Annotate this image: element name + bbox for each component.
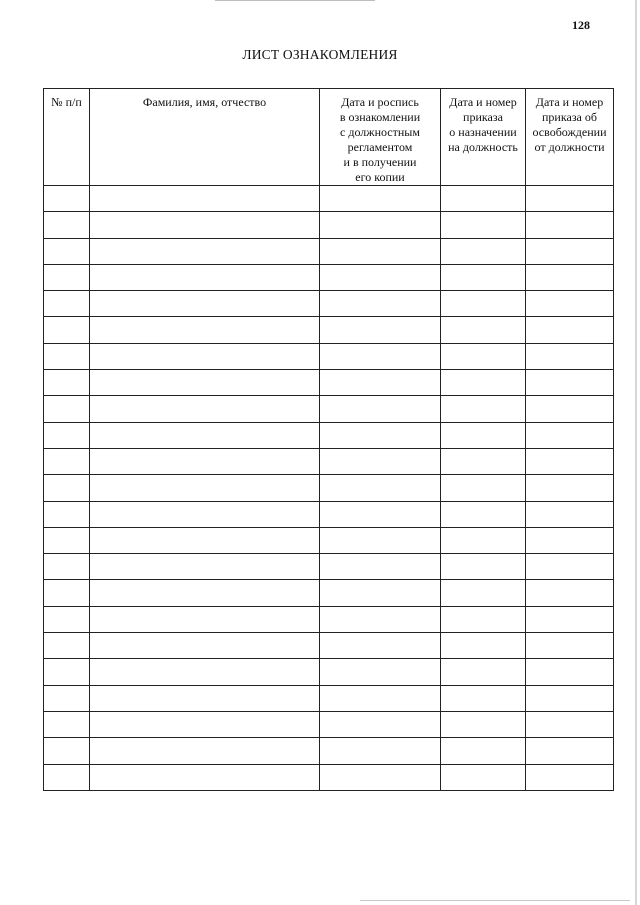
table-row bbox=[44, 396, 614, 422]
cell-full-name[interactable] bbox=[90, 711, 320, 737]
cell-full-name[interactable] bbox=[90, 685, 320, 711]
cell-appointment-order[interactable] bbox=[441, 370, 526, 396]
cell-dismissal-order[interactable] bbox=[526, 501, 614, 527]
cell-dismissal-order[interactable] bbox=[526, 291, 614, 317]
cell-number[interactable] bbox=[44, 711, 90, 737]
cell-signature[interactable] bbox=[320, 764, 441, 790]
cell-dismissal-order[interactable] bbox=[526, 186, 614, 212]
cell-number[interactable] bbox=[44, 212, 90, 238]
cell-number[interactable] bbox=[44, 554, 90, 580]
scan-artifact-edge bbox=[635, 0, 637, 905]
table-row bbox=[44, 317, 614, 343]
cell-appointment-order[interactable] bbox=[441, 738, 526, 764]
table-row bbox=[44, 343, 614, 369]
cell-signature[interactable] bbox=[320, 422, 441, 448]
cell-appointment-order[interactable] bbox=[441, 396, 526, 422]
table-row bbox=[44, 685, 614, 711]
cell-dismissal-order[interactable] bbox=[526, 264, 614, 290]
cell-dismissal-order[interactable] bbox=[526, 527, 614, 553]
cell-appointment-order[interactable] bbox=[441, 291, 526, 317]
cell-appointment-order[interactable] bbox=[441, 633, 526, 659]
cell-number[interactable] bbox=[44, 764, 90, 790]
table-body bbox=[44, 186, 614, 791]
cell-appointment-order[interactable] bbox=[441, 764, 526, 790]
table-row bbox=[44, 212, 614, 238]
cell-full-name[interactable] bbox=[90, 554, 320, 580]
table-row bbox=[44, 238, 614, 264]
table-row bbox=[44, 264, 614, 290]
cell-signature[interactable] bbox=[320, 212, 441, 238]
cell-number[interactable] bbox=[44, 317, 90, 343]
cell-number[interactable] bbox=[44, 475, 90, 501]
cell-full-name[interactable] bbox=[90, 317, 320, 343]
cell-full-name[interactable] bbox=[90, 212, 320, 238]
cell-dismissal-order[interactable] bbox=[526, 422, 614, 448]
cell-full-name[interactable] bbox=[90, 396, 320, 422]
cell-number[interactable] bbox=[44, 738, 90, 764]
column-header-dismissal-order: Дата и номер приказа об освобождении от должности bbox=[526, 89, 614, 186]
scan-artifact-bottom bbox=[360, 900, 630, 901]
cell-signature[interactable] bbox=[320, 475, 441, 501]
cell-appointment-order[interactable] bbox=[441, 186, 526, 212]
cell-signature[interactable] bbox=[320, 343, 441, 369]
table-row bbox=[44, 633, 614, 659]
table-row bbox=[44, 738, 614, 764]
column-header-appointment-order: Дата и номер приказа о назначении на должность bbox=[441, 89, 526, 186]
cell-signature[interactable] bbox=[320, 291, 441, 317]
cell-dismissal-order[interactable] bbox=[526, 343, 614, 369]
cell-appointment-order[interactable] bbox=[441, 264, 526, 290]
cell-appointment-order[interactable] bbox=[441, 475, 526, 501]
page-title: ЛИСТ ОЗНАКОМЛЕНИЯ bbox=[242, 47, 398, 62]
cell-full-name[interactable] bbox=[90, 527, 320, 553]
cell-dismissal-order[interactable] bbox=[526, 448, 614, 474]
cell-number[interactable] bbox=[44, 370, 90, 396]
cell-signature[interactable] bbox=[320, 238, 441, 264]
cell-number[interactable] bbox=[44, 448, 90, 474]
table-row bbox=[44, 606, 614, 632]
table-row bbox=[44, 711, 614, 737]
cell-dismissal-order[interactable] bbox=[526, 580, 614, 606]
cell-number[interactable] bbox=[44, 264, 90, 290]
cell-dismissal-order[interactable] bbox=[526, 659, 614, 685]
cell-appointment-order[interactable] bbox=[441, 580, 526, 606]
cell-full-name[interactable] bbox=[90, 633, 320, 659]
cell-number[interactable] bbox=[44, 422, 90, 448]
cell-number[interactable] bbox=[44, 633, 90, 659]
cell-appointment-order[interactable] bbox=[441, 554, 526, 580]
column-header-signature: Дата и роспись в ознакомлении с должностным регламентом и в получении его копии bbox=[320, 89, 441, 186]
table-row bbox=[44, 448, 614, 474]
table-row bbox=[44, 659, 614, 685]
cell-signature[interactable] bbox=[320, 448, 441, 474]
cell-dismissal-order[interactable] bbox=[526, 212, 614, 238]
table-row bbox=[44, 422, 614, 448]
cell-appointment-order[interactable] bbox=[441, 317, 526, 343]
cell-dismissal-order[interactable] bbox=[526, 475, 614, 501]
cell-number[interactable] bbox=[44, 501, 90, 527]
cell-dismissal-order[interactable] bbox=[526, 554, 614, 580]
cell-appointment-order[interactable] bbox=[441, 527, 526, 553]
cell-full-name[interactable] bbox=[90, 422, 320, 448]
cell-signature[interactable] bbox=[320, 580, 441, 606]
cell-number[interactable] bbox=[44, 186, 90, 212]
cell-full-name[interactable] bbox=[90, 606, 320, 632]
cell-signature[interactable] bbox=[320, 396, 441, 422]
cell-signature[interactable] bbox=[320, 606, 441, 632]
cell-signature[interactable] bbox=[320, 711, 441, 737]
cell-signature[interactable] bbox=[320, 633, 441, 659]
cell-number[interactable] bbox=[44, 606, 90, 632]
column-header-number: № п/п bbox=[44, 89, 90, 186]
cell-dismissal-order[interactable] bbox=[526, 711, 614, 737]
table-row bbox=[44, 501, 614, 527]
table-row bbox=[44, 186, 614, 212]
cell-dismissal-order[interactable] bbox=[526, 396, 614, 422]
cell-signature[interactable] bbox=[320, 186, 441, 212]
table-row bbox=[44, 291, 614, 317]
cell-full-name[interactable] bbox=[90, 764, 320, 790]
cell-signature[interactable] bbox=[320, 370, 441, 396]
cell-signature[interactable] bbox=[320, 738, 441, 764]
cell-full-name[interactable] bbox=[90, 580, 320, 606]
cell-dismissal-order[interactable] bbox=[526, 685, 614, 711]
cell-dismissal-order[interactable] bbox=[526, 370, 614, 396]
cell-signature[interactable] bbox=[320, 659, 441, 685]
table-row bbox=[44, 527, 614, 553]
cell-dismissal-order[interactable] bbox=[526, 738, 614, 764]
cell-number[interactable] bbox=[44, 343, 90, 369]
cell-number[interactable] bbox=[44, 396, 90, 422]
cell-appointment-order[interactable] bbox=[441, 659, 526, 685]
cell-number[interactable] bbox=[44, 580, 90, 606]
cell-signature[interactable] bbox=[320, 317, 441, 343]
cell-full-name[interactable] bbox=[90, 475, 320, 501]
cell-full-name[interactable] bbox=[90, 370, 320, 396]
cell-number[interactable] bbox=[44, 685, 90, 711]
cell-dismissal-order[interactable] bbox=[526, 238, 614, 264]
table-row bbox=[44, 370, 614, 396]
cell-number[interactable] bbox=[44, 238, 90, 264]
cell-appointment-order[interactable] bbox=[441, 238, 526, 264]
cell-signature[interactable] bbox=[320, 527, 441, 553]
cell-full-name[interactable] bbox=[90, 738, 320, 764]
cell-appointment-order[interactable] bbox=[441, 448, 526, 474]
cell-appointment-order[interactable] bbox=[441, 422, 526, 448]
cell-full-name[interactable] bbox=[90, 291, 320, 317]
cell-full-name[interactable] bbox=[90, 343, 320, 369]
cell-signature[interactable] bbox=[320, 554, 441, 580]
cell-signature[interactable] bbox=[320, 264, 441, 290]
cell-number[interactable] bbox=[44, 291, 90, 317]
cell-appointment-order[interactable] bbox=[441, 606, 526, 632]
column-header-full-name: Фамилия, имя, отчество bbox=[90, 89, 320, 186]
cell-dismissal-order[interactable] bbox=[526, 317, 614, 343]
table-header-row bbox=[44, 89, 614, 186]
cell-dismissal-order[interactable] bbox=[526, 633, 614, 659]
cell-full-name[interactable] bbox=[90, 659, 320, 685]
page-number: 128 bbox=[572, 18, 590, 32]
cell-appointment-order[interactable] bbox=[441, 711, 526, 737]
cell-appointment-order[interactable] bbox=[441, 343, 526, 369]
cell-number[interactable] bbox=[44, 659, 90, 685]
cell-signature[interactable] bbox=[320, 501, 441, 527]
cell-dismissal-order[interactable] bbox=[526, 764, 614, 790]
cell-appointment-order[interactable] bbox=[441, 212, 526, 238]
cell-appointment-order[interactable] bbox=[441, 501, 526, 527]
table-row bbox=[44, 554, 614, 580]
table-row bbox=[44, 580, 614, 606]
cell-full-name[interactable] bbox=[90, 501, 320, 527]
cell-full-name[interactable] bbox=[90, 238, 320, 264]
cell-full-name[interactable] bbox=[90, 186, 320, 212]
cell-signature[interactable] bbox=[320, 685, 441, 711]
table-row bbox=[44, 764, 614, 790]
cell-dismissal-order[interactable] bbox=[526, 606, 614, 632]
cell-full-name[interactable] bbox=[90, 264, 320, 290]
acknowledgement-table bbox=[43, 88, 614, 791]
table-row bbox=[44, 475, 614, 501]
cell-full-name[interactable] bbox=[90, 448, 320, 474]
scan-artifact-top bbox=[215, 0, 375, 1]
cell-appointment-order[interactable] bbox=[441, 685, 526, 711]
cell-number[interactable] bbox=[44, 527, 90, 553]
